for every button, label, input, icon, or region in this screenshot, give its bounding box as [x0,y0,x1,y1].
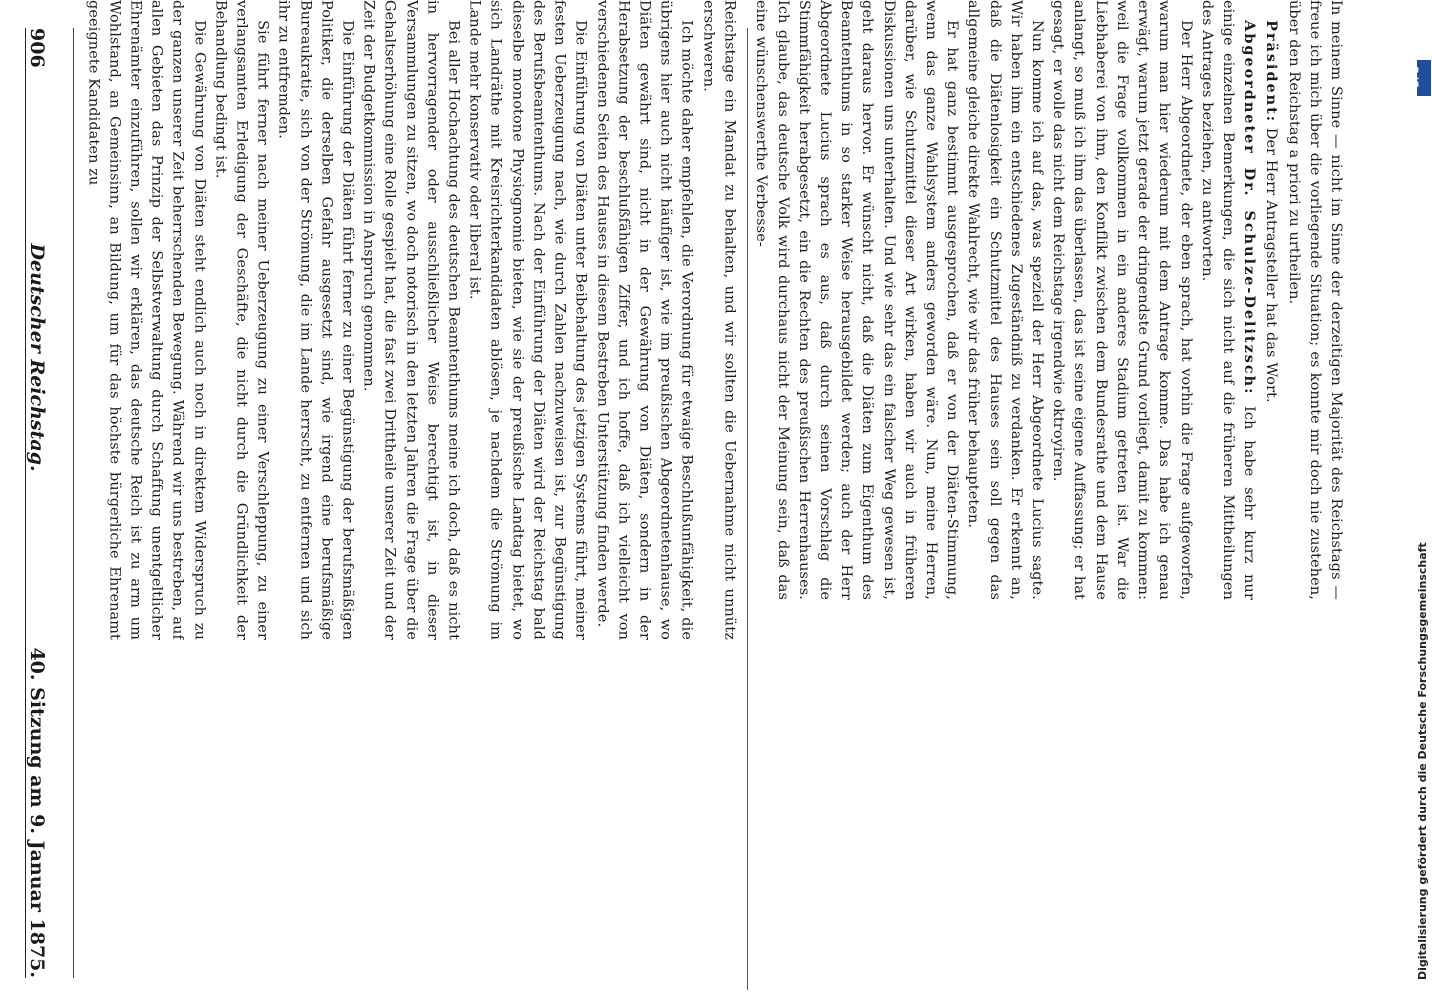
paragraph [962,0,1047,600]
paragraph-text: Er hat ganz bestimmt ausgesprochen, daß er von der Diäten-Stimmung, wenn das ganze Wahlsystem anders geworden wäre. Nun, meine Herren, darüber, wie Schutzmittel dieser Art wirken, haben wir auch in früheren Diskussionen uns unterhalten. Und wie sehr das ein falscher Weg gewesen ist, geht daraus hervor. Er wünscht nicht, daß die Diäten zum Eigenthum des Beamtenthums in so starker Weise herausgebildet werden; auch der Herr Abgeordnete Lucius sprach es aus, daß durch seinen Vorschlag die Stimmfähigkeit herabgesetzt, ein die Rechten des preußischen Herrenhauses. Ich glaube, das deutsche Volk wird durchaus nicht der Meinung sein, daß das eine wünschenswerthe Verbesse- [753,0,961,600]
left-column [82,0,742,640]
paragraph: Reichstage ein Mandat zu behalten, und wir sollten die Uebernahme nicht unnütz erschweren. [700,0,738,640]
paragraph: Die Einführung von Diäten unter Beibehaltung des jetzigen Systems führt, meiner festen Ueberzeugung nach, wie durch Zahlen nachzuweisen ist, zur Begünstigung des Berufsbeamtenthums. Nach der Einführung der Diäten wird der Reichstag bald dieselbe monotone Physiognomie bieten, wie sie der preußische Landtag bietet, wo sich Landräthe mit Kreisrichterkandidaten ablösen, je nachdem die Strömung im Lande mehr konservativ oder liberal ist. [466,0,589,640]
paragraph: Ich möchte daher empfehlen, die Verordnung für etwaige Beschlußunfähigkeit, die übrigens hier auch nicht häufiger ist, wie im preußischen Abgeordnetenhause, wo Diäten gewährt sind, nicht in der Gewährung von Diäten, sondern in der Herabsetzung der beschlußfähigen Ziffer, und ich hoffe, daß ich vielleicht von verschiedenen Seiten des Hauses in diesem Bestreben Unterstützung finden werde. [594,0,695,640]
dfg-logo-text: DFG [1411,66,1422,88]
credit-text: Digitalisierung gefördert durch die Deutsche Forschungsgemeinschaft [1416,542,1429,980]
paragraph [1282,0,1350,600]
paragraph-text: Der Herr Abgeordnete, der eben sprach, hat vorhin die Frage aufgeworfen, warum man hier wiederum mit dem Antrage komme. Das habe ich genau erwägt, warum jetzt gerade der dringendste Grund vorliegt, damit zu kommen: weil die Frage vollkommen in ein anderes Stadium getreten ist. War die Liebhaberei von ihm, den Konflikt zwischen dem Bundesrathe und dem Hause anlangt, so muß ich ihm das überlassen, das ist seine eigene Auffassung; er hat gesagt, er wolle das nicht dem Reichstage irgendwie oktroyiren. [1050,0,1194,600]
speaker-name: Abgeordneter Dr. Schulze-Delitzsch: [1240,20,1258,396]
dfg-logo [1411,60,1431,96]
paragraph-text: Der Herr Antragsteller hat das Wort. [1263,127,1280,403]
dfg-credit [1411,60,1432,980]
paragraph: Die Einführung der Diäten führt ferner zu einer Begünstigung der berufsmäßigen Politiker, die derselben Gefahr ausgesetzt sind, wie irgend eine berufsmäßige Bureaukratie, sich von der Strömung, die im Lande herrscht, zu entfernen und sich ihr zu entfremden. [276,0,356,640]
page-header [25,28,60,978]
speaker-name: Präsident: [1263,20,1281,124]
right-column [750,0,1350,600]
paragraph [1260,0,1282,600]
paragraph: Bei aller Hochachtung des deutschen Beamtenthums meine ich doch, daß es nicht in hervorragender oder ausschließlicher Weise berechtigt ist, in dieser Versammlungen zu sitzen, wo doch notorisch in den letzten Jahren die Frage über die Gehaltserhöhung eine Rolle gespielt hat, die fast zwei Drittheile unserer Zeit und der Zeit der Budgetkommission in Anspruch genommen. [360,0,462,640]
paragraph-text: Nun komme ich auf das, was speziell der Herr Abgeordnete Lucius sagte. Wir haben ihm ein entschiedenes Zugeständniß zu verdanken. Er erkennt an, daß die Diätenlosigkeit ein Schutzmittel des Hauses sein soll gegen das allgemeine gleiche direkte Wahlrecht, wie wir das früher behaupteten. [965,0,1045,600]
session-info: 40. Sitzung am 9. Januar 1875. [26,647,48,978]
publication-title: Deutscher Reichstag. [26,243,48,472]
column-divider [747,28,748,990]
page-number: 906 [26,28,48,68]
paragraph [1047,0,1195,600]
paragraph [750,0,962,600]
paragraph-text: In meinem Sinne — nicht im Sinne der derzeitigen Majorität des Reichstags — freue ich mich über die vorliegende Situation; es konnte mir doch nie zustehen, über den Reichstag a priori zu urtheilen. [1285,0,1344,600]
paragraph: Sie führt ferner nach meiner Ueberzeugung zu einer Verschleppung, zu einer verlangsamten Erledigung der Geschäfte, die nicht durch die Gründlichkeit der Behandlung bedingt ist. [212,0,271,640]
paragraph [1195,0,1260,600]
paragraph-text: Ich habe sehr kurz nur einige einzelnen Bemerkungen, die sich nicht auf die früheren Mittheilungen des Antrages beziehen, zu antworten. [1198,0,1257,600]
paragraph: Die Gewährung von Diäten steht endlich auch noch in direktem Widerspruch zu der ganzen unserer Zeit beherrschenden Bewegung. Während wir uns bestreben, auf allen Gebieten das Prinzip der Selbstverwaltung durch Schaffung unentgeltlicher Ehrenämter einzuführen, sollen wir erklären, das deutsche Reich ist zu arm um Wohlstand, an Gemeinsinn, an Bildung, um für das höchste bürgerliche Ehrenamt geeignete Kandidaten zu [85,0,208,640]
header-rule [73,28,74,978]
